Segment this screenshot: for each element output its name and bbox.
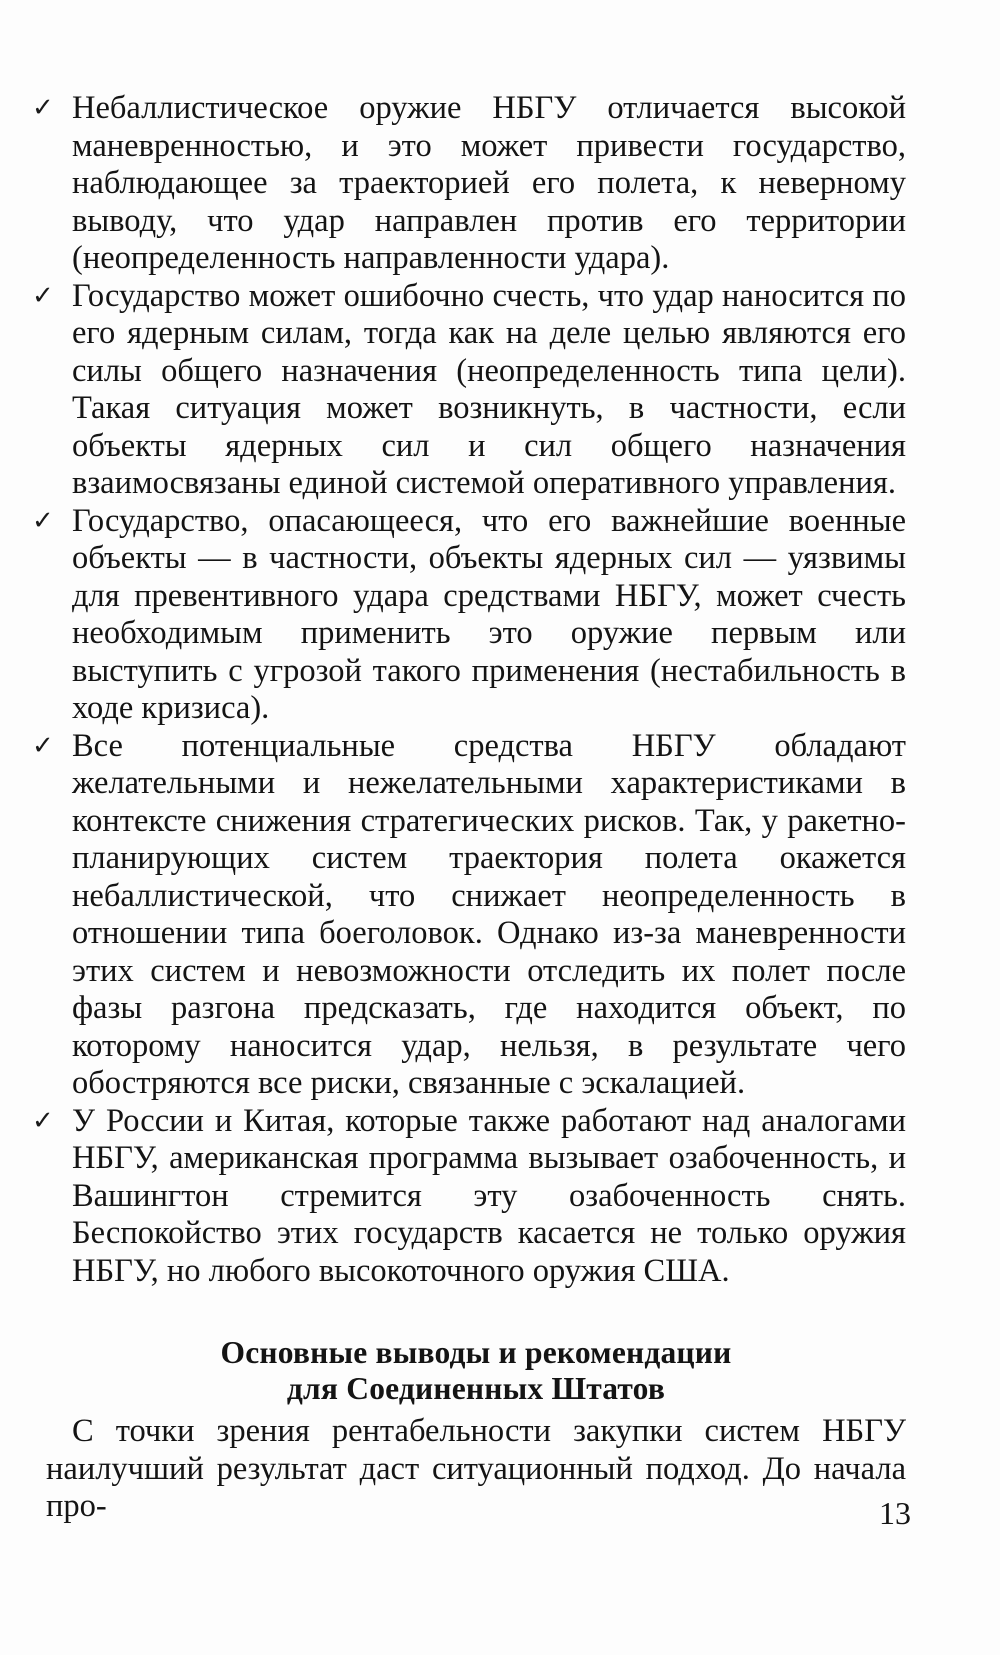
list-item (32, 1102, 906, 1291)
body-paragraph: С точки зрения рентабельности закупки систем НБГУ наилучший результат даст ситуационный подход. До начала про- (46, 1413, 906, 1524)
section-heading (46, 1335, 906, 1407)
bullet-text: Небаллистическое оружие НБГУ отличается высокой маневренностью, и это может привести государство, наблюдающее за траекторией его полета, к неверному выводу, что удар направлен против его территории (неопределенность направленности удара). (72, 90, 906, 276)
bullet-text: Государство, опасающееся, что его важнейшие военные объекты — в частности, объекты ядерных сил — уязвимы для превентивного удара средствами НБГУ, может счесть необходимым применить это оружие первым или выступить с угрозой такого применения (нестабильность в ходе кризиса). (72, 502, 906, 726)
section-heading-line-1: Основные выводы и рекомендации (220, 1335, 732, 1370)
list-item (32, 727, 906, 1103)
bullet-text: Все потенциальные средства НБГУ обладают желательными и нежелательными характеристиками в контексте снижения стратегических рисков. Так, у ракетно-планирующих систем траектория полета окажется небаллистической, что снижает неопределенность в отношении типа боеголовок. Однако из-за маневренности этих систем и невозможности отследить их полет после фазы разгона предсказать, где находится объект, по которому наносится удар, нельзя, в результате чего обостряются все риски, связанные с эскалацией. (72, 727, 906, 1101)
list-item (32, 277, 906, 503)
list-item (32, 90, 906, 278)
check-icon: ✓ (32, 730, 54, 761)
check-icon: ✓ (32, 93, 54, 123)
check-icon: ✓ (32, 505, 54, 536)
check-icon: ✓ (32, 280, 54, 311)
page-content (32, 90, 906, 1526)
check-icon: ✓ (32, 1105, 54, 1136)
section-heading-line-2: для Соединенных Штатов (286, 1371, 666, 1406)
bullet-text: У России и Китая, которые также работают над аналогами НБГУ, американская программа вызывает озабоченность, и Вашингтон стремится эту озабоченность снять. Беспокойство этих государств касается не только оружия НБГУ, но любого высокоточного оружия США. (72, 1102, 906, 1289)
page-number: 13 (879, 1495, 911, 1531)
bullet-text: Государство может ошибочно счесть, что удар наносится по его ядерным силам, тогда как на деле целью являются его силы общего назначения (неопределенность типа цели). Такая ситуация может возникнуть, в частности, если объекты ядерных сил и сил общего назначения взаимосвязаны единой системой оперативного управления. (72, 277, 906, 501)
list-item (32, 502, 906, 728)
